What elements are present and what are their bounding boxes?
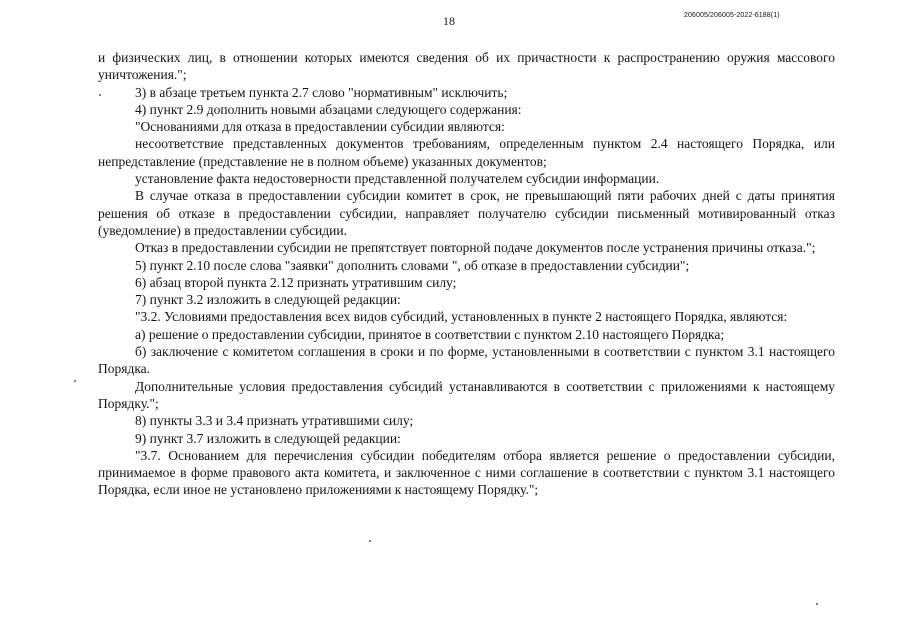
page-number: 18	[443, 14, 455, 28]
amendment-item-4: 4) пункт 2.9 дополнить новыми абзацами следующего содержания:	[135, 101, 522, 117]
clause-3-7: "3.7. Основанием для перечисления субсидии победителям отбора является решение о предоставлении субсидии, принимаемое в форме правового акта комитета, и заключенное с ними соглашение в соответствии с пунктом 3.1 настоящего Порядка, если иное не установлено приложениями к настоящему Порядку.";	[98, 447, 835, 498]
refusal-ground-1: несоответствие представленных документов требованиям, определенным пунктом 2.4 настоящего Порядка, или непредставление (представление не в полном объеме) указанных документов;	[98, 136, 835, 169]
resubmission-paragraph: Отказ в предоставлении субсидии не препятствует повторной подаче документов после устранения причины отказа.";	[135, 240, 816, 256]
document-id: 206005/206005-2022-6188(1)	[684, 12, 780, 19]
refusal-ground-2: установление факта недостоверности представленной получателем субсидии информации.	[135, 171, 660, 187]
paragraph-continuation: и физических лиц, в отношении которых имеются сведения об их причастности к распространению оружия массового уничтожения.";	[98, 50, 835, 83]
additional-conditions-paragraph: Дополнительные условия предоставления субсидий устанавливаются в соответствии с приложениями к настоящему Порядку.";	[98, 378, 835, 411]
clause-3-2-a: а) решение о предоставлении субсидии, принятое в соответствии с пунктом 2.10 настоящего Порядка;	[135, 326, 725, 342]
scan-speck	[99, 94, 101, 96]
amendment-item-5: 5) пункт 2.10 после слова "заявки" дополнить словами ", об отказе в предоставлении субсидии";	[135, 257, 690, 273]
scan-speck	[74, 380, 76, 382]
refusal-notice-paragraph: В случае отказа в предоставлении субсидии комитет в срок, не превышающий пяти рабочих дней с даты принятия решения об отказе в предоставлении субсидии, направляет получателю субсидии письменный мотивированный отказ (уведомление) в предоставлении субсидии.	[98, 188, 835, 238]
amendment-item-9: 9) пункт 3.7 изложить в следующей редакции:	[135, 430, 401, 446]
clause-3-2: "3.2. Условиями предоставления всех видов субсидий, установленных в пункте 2 настоящего Порядка, являются:	[135, 309, 788, 325]
scan-speck	[369, 540, 371, 542]
document-body	[98, 49, 835, 499]
quoted-paragraph: "Основаниями для отказа в предоставлении субсидии являются:	[135, 119, 505, 135]
amendment-item-6: 6) абзац второй пункта 2.12 признать утратившим силу;	[135, 274, 457, 290]
amendment-item-8: 8) пункты 3.3 и 3.4 признать утратившими силу;	[135, 413, 414, 429]
amendment-item-3: 3) в абзаце третьем пункта 2.7 слово "нормативным" исключить;	[135, 84, 508, 100]
scan-speck	[816, 603, 818, 605]
clause-3-2-b: б) заключение с комитетом соглашения в сроки и по форме, установленными в соответствии с пунктом 3.1 настоящего Порядка.	[98, 344, 835, 377]
amendment-item-7: 7) пункт 3.2 изложить в следующей редакции:	[135, 292, 401, 308]
